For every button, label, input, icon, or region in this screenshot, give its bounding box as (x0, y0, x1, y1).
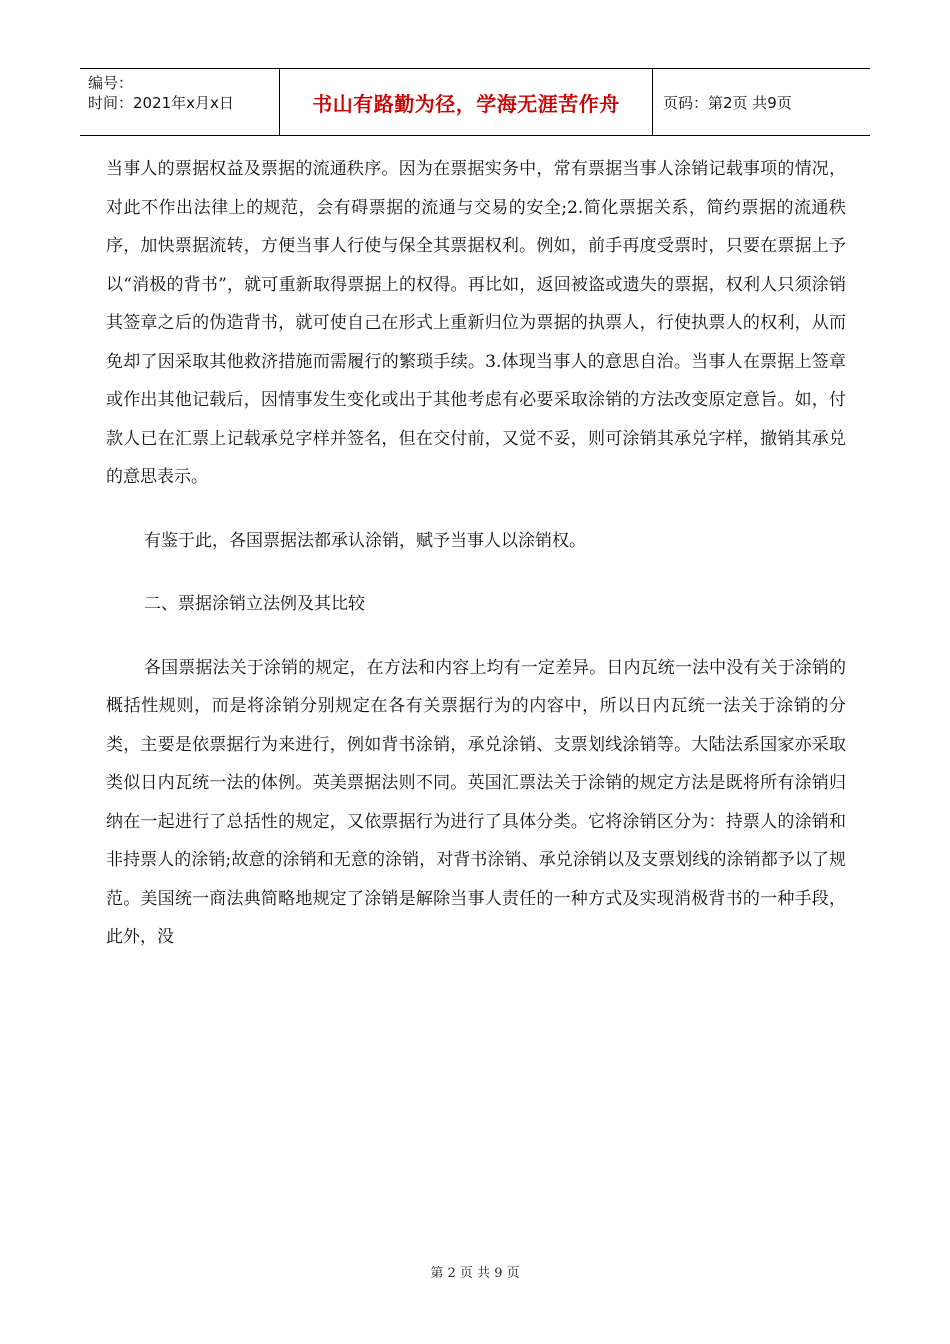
page-header (80, 68, 870, 136)
page-footer: 第 2 页 共 9 页 (430, 1266, 520, 1281)
paragraph-continuation: 当事人的票据权益及票据的流通秩序。因为在票据实务中，常有票据当事人涂销记载事项的情况，对此不作出法律上的规范，会有碍票据的流通与交易的安全;2.简化票据关系，简约票据的流通秩序，加快票据流转，方便当事人行使与保全其票据权利。例如，前手再度受票时，只要在票据上予以“消极的背书”，就可重新取得票据上的权得。再比如，返回被盗或遗失的票据，权利人只须涂销其签章之后的伪造背书，就可使自己在形式上重新归位为票据的执票人，行使执票人的权利，从而免却了因采取其他救济措施而需履行的繁琐手续。3.体现当事人的意思自治。当事人在票据上签章或作出其他记载后，因情事发生变化或出于其他考虑有必要采取涂销的方法改变原定意旨。如，付款人已在汇票上记载承兑字样并签名，但在交付前，又觉不妥，则可涂销其承兑字样，撤销其承兑的意思表示。 (106, 159, 846, 487)
header-motto: 书山有路勤为径，学海无涯苦作舟 (280, 69, 653, 135)
header-page-info: 页码：第2页 共9页 (663, 93, 792, 112)
section-heading: 二、票据涂销立法例及其比较 (144, 594, 365, 614)
header-meta (80, 69, 280, 135)
document-number-label: 编号： (88, 74, 134, 92)
document-date: 时间：2021年x月x日 (88, 94, 234, 112)
paragraph: 各国票据法关于涂销的规定，在方法和内容上均有一定差异。日内瓦统一法中没有关于涂销的概括性规则，而是将涂销分别规定在各有关票据行为的内容中，所以日内瓦统一法关于涂销的分类，主要是依票据行为来进行，例如背书涂销，承兑涂销、支票划线涂销等。大陆法系国家亦采取类似日内瓦统一法的体例。英美票据法则不同。英国汇票法关于涂销的规定方法是既将所有涂销归纳在一起进行了总括性的规定，又依票据行为进行了具体分类。它将涂销区分为：持票人的涂销和非持票人的涂销;故意的涂销和无意的涂销，对背书涂销、承兑涂销以及支票划线的涂销都予以了规范。美国统一商法典简略地规定了涂销是解除当事人责任的一种方式及实现消极背书的一种手段，此外，没 (106, 657, 846, 947)
document-body (106, 150, 846, 957)
paragraph: 有鉴于此，各国票据法都承认涂销，赋予当事人以涂销权。 (144, 530, 586, 551)
